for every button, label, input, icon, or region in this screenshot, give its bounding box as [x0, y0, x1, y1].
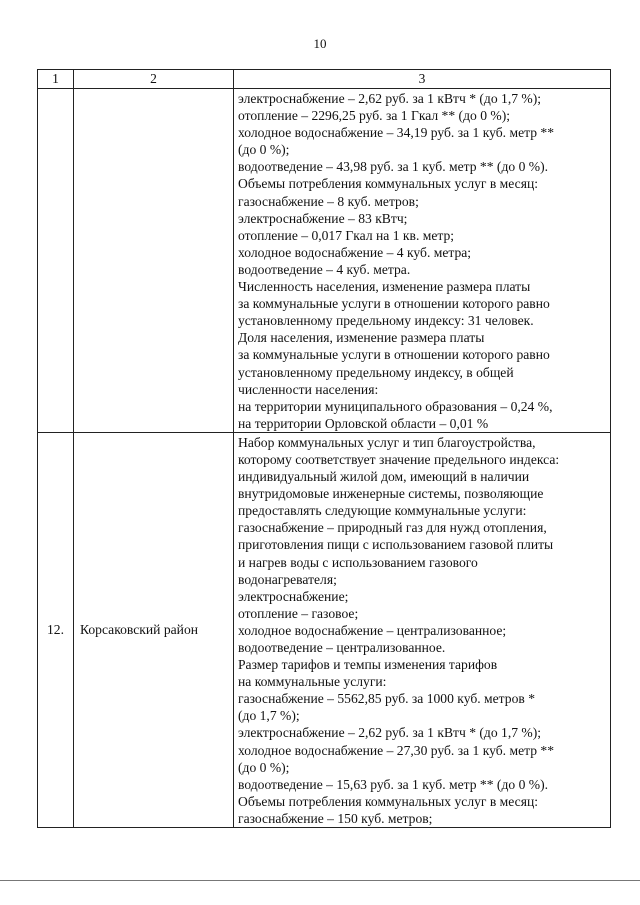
text-line: (до 0 %);	[238, 759, 290, 775]
table-row	[38, 432, 611, 827]
district-name-cell: Корсаковский район	[74, 432, 234, 827]
text-line: электроснабжение – 2,62 руб. за 1 кВтч * (до 1,7 %);	[238, 91, 542, 106]
text-line: индивидуальный жилой дом, имеющий в наличии	[238, 469, 530, 485]
text-line: Объемы потребления коммунальных услуг в месяц:	[238, 793, 538, 809]
text-line: приготовления пищи с использованием газовой плиты	[238, 537, 554, 553]
column-header-2: 2	[74, 70, 234, 89]
table-header-row	[38, 70, 611, 89]
text-line: отопление – газовое;	[238, 605, 359, 621]
text-line: холодное водоснабжение – 4 куб. метра;	[238, 244, 472, 260]
text-line: на коммунальные услуги:	[238, 674, 387, 690]
text-line: водоотведение – 4 куб. метра.	[238, 261, 411, 277]
text-line: водонагревателя;	[238, 571, 337, 587]
text-line: на территории муниципального образования – 0,24 %,	[238, 398, 553, 414]
page-number: 10	[313, 36, 327, 51]
tariff-table	[37, 69, 611, 828]
text-line: за коммунальные услуги в отношении которого равно	[238, 347, 550, 363]
text-line: газоснабжение – 150 куб. метров;	[238, 810, 433, 826]
text-line: численности населения:	[238, 381, 379, 397]
text-line: на территории Орловской области – 0,01 %	[238, 415, 489, 431]
text-line: установленному предельному индексу, в общей	[238, 364, 514, 380]
text-line: отопление – 0,017 Гкал на 1 кв. метр;	[238, 227, 455, 243]
text-line: которому соответствует значение предельного индекса:	[238, 451, 560, 467]
description-cell	[234, 432, 611, 827]
text-line: водоотведение – 43,98 руб. за 1 куб. метр ** (до 0 %).	[238, 159, 549, 175]
text-line: холодное водоснабжение – 27,30 руб. за 1 куб. метр **	[238, 742, 555, 758]
text-line: Размер тарифов и темпы изменения тарифов	[238, 657, 498, 673]
column-header-3: 3	[234, 70, 611, 89]
text-line: предоставлять следующие коммунальные услуги:	[238, 503, 527, 519]
row-number-cell	[38, 89, 74, 433]
text-line: Доля населения, изменение размера платы	[238, 330, 485, 346]
text-line: (до 1,7 %);	[238, 708, 300, 724]
table-row	[38, 89, 611, 433]
text-line: Объемы потребления коммунальных услуг в месяц:	[238, 176, 538, 192]
column-header-1: 1	[38, 70, 74, 89]
text-line: (до 0 %);	[238, 142, 290, 158]
text-line: установленному предельному индексу: 31 человек.	[238, 313, 534, 329]
text-line: Численность населения, изменение размера платы	[238, 279, 531, 295]
text-line: электроснабжение;	[238, 588, 349, 604]
text-line: водоотведение – 15,63 руб. за 1 куб. метр ** (до 0 %).	[238, 776, 549, 792]
text-line: газоснабжение – 5562,85 руб. за 1000 куб. метров *	[238, 691, 535, 707]
text-line: холодное водоснабжение – централизованное;	[238, 622, 507, 638]
description-cell	[234, 89, 611, 433]
text-line: электроснабжение – 83 кВтч;	[238, 210, 408, 226]
text-line: электроснабжение – 2,62 руб. за 1 кВтч * (до 1,7 %);	[238, 725, 542, 741]
text-line: отопление – 2296,25 руб. за 1 Гкал ** (до 0 %);	[238, 108, 511, 124]
page-bottom-rule	[0, 880, 640, 881]
text-line: и нагрев воды с использованием газового	[238, 554, 478, 570]
text-line: за коммунальные услуги в отношении которого равно	[238, 296, 550, 312]
text-line: газоснабжение – 8 куб. метров;	[238, 193, 419, 209]
text-line: внутридомовые инженерные системы, позволяющие	[238, 486, 544, 502]
text-line: холодное водоснабжение – 34,19 руб. за 1 куб. метр **	[238, 125, 555, 141]
district-name-cell	[74, 89, 234, 433]
text-line: газоснабжение – природный газ для нужд отопления,	[238, 520, 547, 536]
text-line: водоотведение – централизованное.	[238, 640, 446, 655]
row-number-cell: 12.	[38, 432, 74, 827]
text-line: Набор коммунальных услуг и тип благоустройства,	[238, 434, 536, 450]
